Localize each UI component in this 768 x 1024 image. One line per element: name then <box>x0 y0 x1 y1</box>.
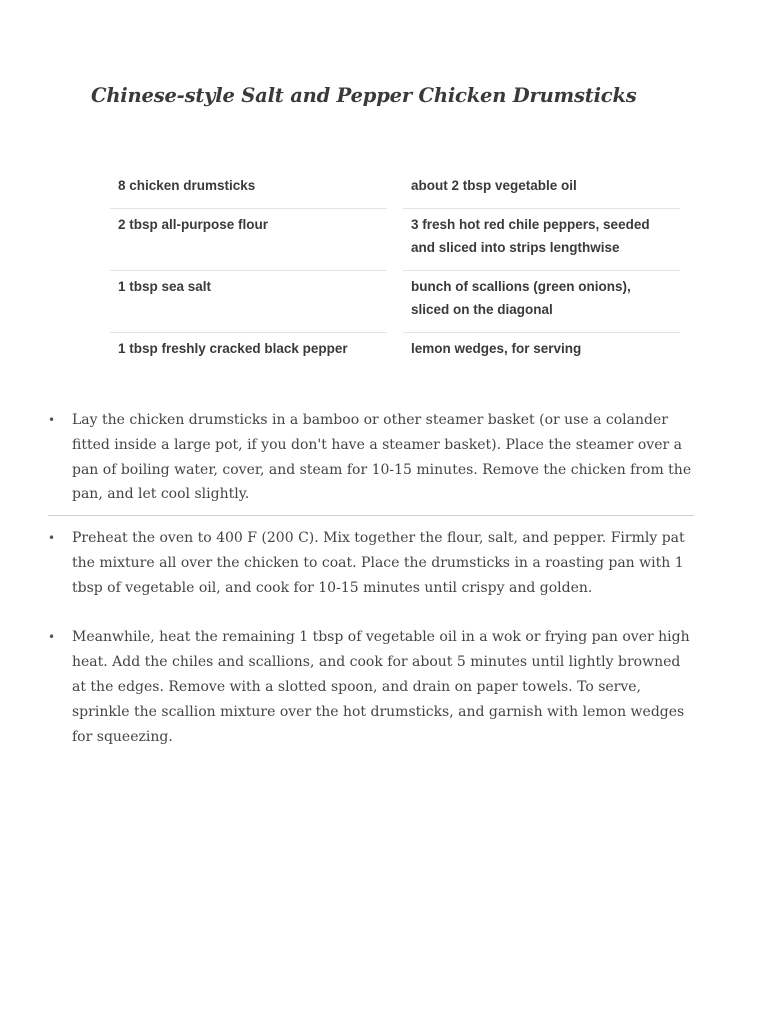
ingredient-item: bunch of scallions (green onions), sliced on the diagonal <box>403 271 680 333</box>
instruction-step <box>48 526 694 600</box>
ingredient-item: 3 fresh hot red chile peppers, seeded and sliced into strips lengthwise <box>403 209 680 271</box>
instruction-text: Preheat the oven to 400 F (200 C). Mix together the flour, salt, and pepper. Firmly pat the mixture all over the chicken to coat. Place the drumsticks in a roasting pan with 1 tbsp of vegetable oil, and cook for 10-15 minutes until crispy and golden. <box>72 530 685 596</box>
ingredient-item: 8 chicken drumsticks <box>110 170 387 209</box>
instruction-step <box>48 408 694 516</box>
ingredient-item: 1 tbsp freshly cracked black pepper <box>118 341 348 356</box>
ingredient-item: 2 tbsp all-purpose flour <box>110 209 387 271</box>
bullet-icon: • <box>48 531 56 546</box>
ingredient-item: about 2 tbsp vegetable oil <box>403 170 680 209</box>
ingredient-item: lemon wedges, for serving <box>411 341 582 356</box>
instructions-list <box>48 408 694 749</box>
ingredient-item: 1 tbsp sea salt <box>110 271 387 333</box>
ingredients-column-right <box>403 170 680 372</box>
bullet-icon: • <box>48 413 56 427</box>
ingredients-table <box>110 170 680 372</box>
instruction-text: Lay the chicken drumsticks in a bamboo or other steamer basket (or use a colander fitted inside a large pot, if you don't have a steamer basket). Place the steamer over a pan of boiling water, cover, and steam for 10-15 minutes. Remove the chicken from the pan, and let cool slightly. <box>72 412 692 503</box>
bullet-icon: • <box>48 630 56 645</box>
instruction-text: Meanwhile, heat the remaining 1 tbsp of vegetable oil in a wok or frying pan over high heat. Add the chiles and scallions, and cook for about 5 minutes until lightly browned at the edges. Remove with a slotted spoon, and drain on paper towels. To serve, sprinkle the scallion mixture over the hot drumsticks, and garnish with lemon wedges for squeezing. <box>72 629 690 745</box>
recipe-title: Chinese-style Salt and Pepper Chicken Drumsticks <box>91 84 637 107</box>
instruction-step <box>48 625 694 749</box>
ingredients-column-left <box>110 170 387 372</box>
